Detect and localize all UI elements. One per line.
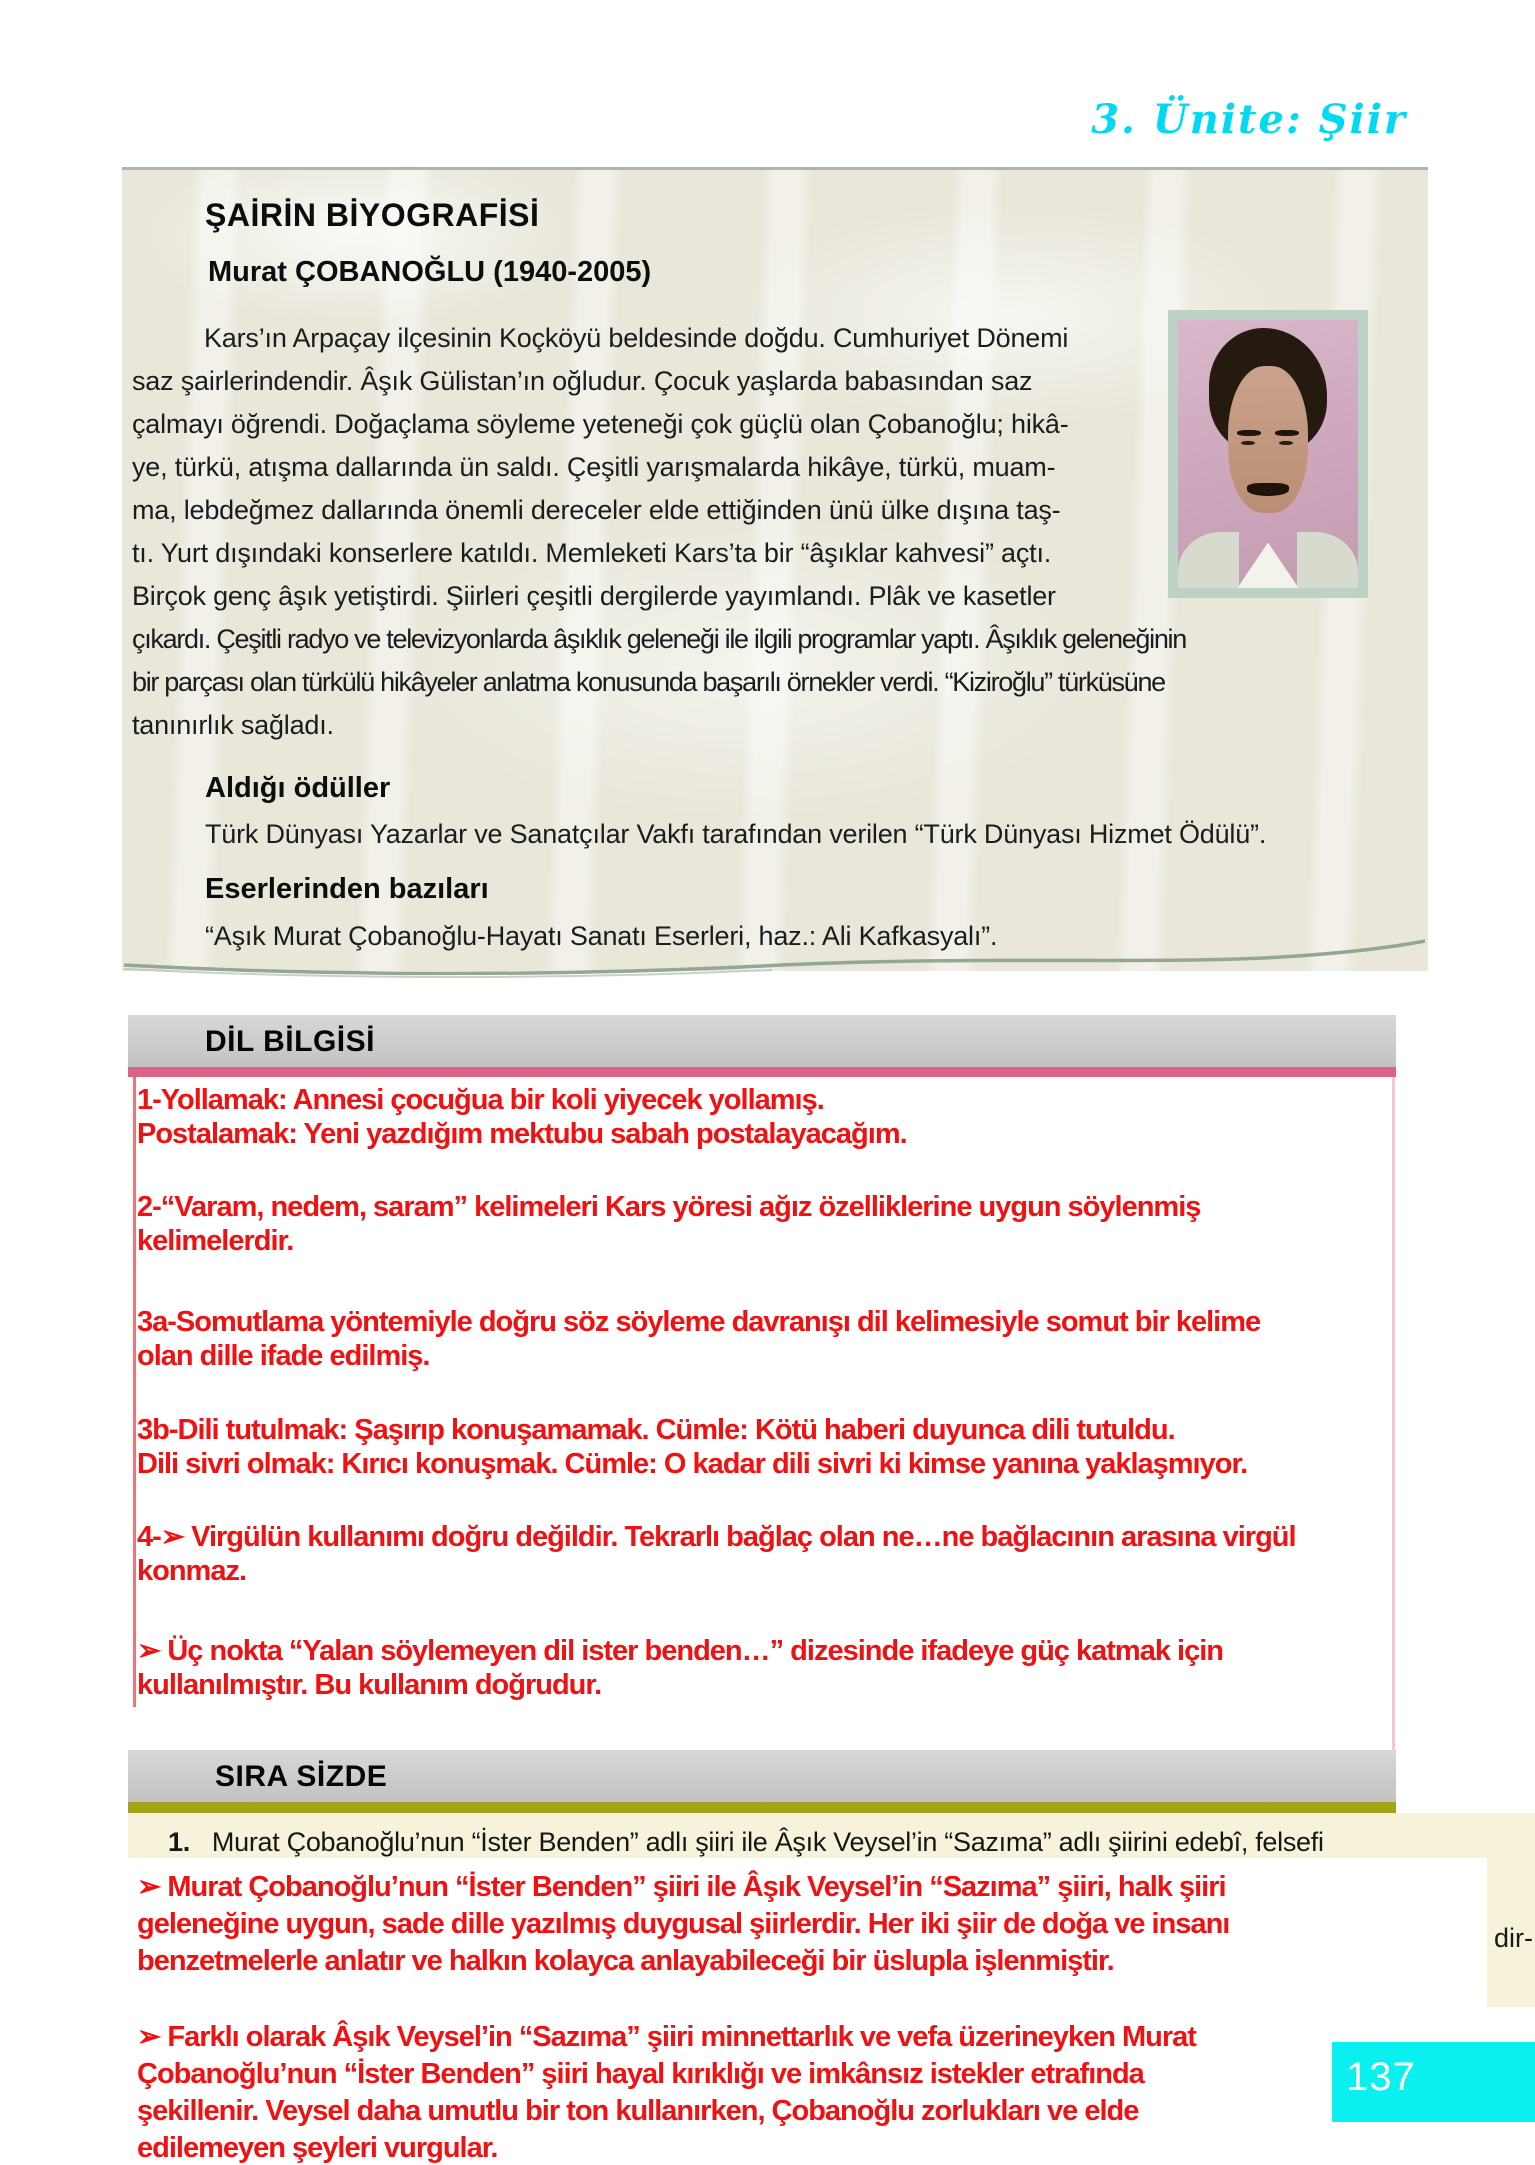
answer-line: 3b-Dili tutulmak: Şaşırıp konuşamamak. Cümle: Kötü haberi duyunca dili tutuldu. — [137, 1414, 1175, 1446]
poet-photo-frame — [1168, 310, 1368, 598]
answer-line: geleneğine uygun, sade dille yazılmış duygusal şiirlerdir. Her iki şiir de doğa ve insanı — [137, 1908, 1230, 1940]
biography-panel — [122, 167, 1428, 971]
sira-sizde-answer-2 — [137, 2019, 1196, 2165]
answer-line: şekillenir. Veysel daha umutlu bir ton kullanırken, Çobanoğlu zorlukları ve elde — [137, 2095, 1139, 2127]
answer-item — [137, 1083, 1417, 1151]
photo-shirt-collar-shape — [1237, 542, 1298, 588]
awards-heading: Aldığı ödüller — [205, 772, 391, 804]
answer-line: olan dille ifade edilmiş. — [137, 1340, 430, 1372]
question-number: 1. — [168, 1827, 190, 1857]
sira-sizde-answer-1 — [137, 1862, 1229, 1980]
answer-line: 3a-Somutlama yöntemiyle doğru söz söyleme davranışı dil kelimesiyle somut bir kelime — [137, 1306, 1261, 1338]
answer-line: Postalamak: Yeni yazdığım mektubu sabah postalayacağım. — [137, 1118, 907, 1150]
answer-line: konmaz. — [137, 1555, 247, 1587]
answer-item — [137, 1305, 1417, 1373]
answer-line: ➢ Murat Çobanoğlu’nun “İster Benden” şiiri ile Âşık Veysel’in “Sazıma” şiiri, halk şiiri — [137, 1871, 1226, 1903]
sira-sizde-title: SIRA SİZDE — [215, 1760, 388, 1793]
bio-line: ma, lebdeğmez dallarında önemli dereceler elde ettiğinden ünü ülke dışına taş- — [132, 495, 1061, 525]
section-title: ŞAİRİN BİYOGRAFİSİ — [205, 197, 540, 233]
answer-line: 2-“Varam, nedem, saram” kelimeleri Kars yöresi ağız özelliklerine uygun söylenmiş — [137, 1191, 1201, 1223]
dil-bilgisi-title: DİL BİLGİSİ — [205, 1025, 375, 1058]
answer-line: edilemeyen şeyleri vurgular. — [137, 2132, 498, 2164]
bio-line: Kars’ın Arpaçay ilçesinin Koçköyü beldesinde doğdu. Cumhuriyet Dönemi — [204, 323, 1069, 353]
bio-line: ye, türkü, atışma dallarında ün saldı. Çeşitli yarışmalarda hikâye, türkü, muam- — [132, 452, 1056, 482]
photo-jacket-shape — [1297, 532, 1358, 588]
answer-item — [137, 1190, 1417, 1258]
unit-header: 3. Ünite: Şiir — [1091, 96, 1407, 143]
poet-photo — [1178, 320, 1358, 588]
answer-line: 1-Yollamak: Annesi çocuğua bir koli yiyecek yollamış. — [137, 1084, 824, 1116]
photo-jacket-shape — [1178, 532, 1239, 588]
answer-line: kullanılmıştır. Bu kullanım doğrudur. — [137, 1669, 602, 1701]
page-number-badge — [1332, 2042, 1535, 2122]
photo-eyebrow-shape — [1237, 430, 1260, 436]
answer-line: ➢ Farklı olarak Âşık Veysel’in “Sazıma” şiiri minnettarlık ve vefa üzerineyken Murat — [137, 2021, 1196, 2053]
olive-underline — [128, 1802, 1396, 1813]
question-text: Murat Çobanoğlu’nun “İster Benden” adlı şiiri ile Âşık Veysel’in “Sazıma” adlı şiirini edebî, felsefi — [211, 1827, 1324, 1857]
dil-bilgisi-answers — [137, 1077, 1417, 1702]
photo-mustache-shape — [1247, 483, 1288, 495]
bio-line: Birçok genç âşık yetiştirdi. Şiirleri çeşitli dergilerde yayımlandı. Plâk ve kasetler — [132, 581, 1056, 611]
answer-line: Çobanoğlu’nun “İster Benden” şiiri hayal kırıklığı ve imkânsız istekler etrafında — [137, 2058, 1144, 2090]
works-text: “Aşık Murat Çobanoğlu-Hayatı Sanatı Eserleri, haz.: Ali Kafkasyalı”. — [205, 921, 998, 951]
red-left-rule — [133, 1077, 136, 1707]
torn-paper-edge — [122, 939, 1428, 979]
awards-text: Türk Dünyası Yazarlar ve Sanatçılar Vakfı tarafından verilen “Türk Dünyası Hizmet Ödülü”. — [205, 819, 1267, 849]
answer-item — [137, 1634, 1417, 1702]
answer-item — [137, 1520, 1417, 1588]
bio-line: bir parçası olan türkülü hikâyeler anlatma konusunda başarılı örnekler verdi. “Kiziroğlu” türküsüne — [132, 667, 1165, 697]
dil-bilgisi-header-bar — [128, 1015, 1396, 1067]
answer-item — [137, 1413, 1417, 1481]
page-number: 137 — [1346, 2055, 1416, 2099]
answer-line: ➢ Üç nokta “Yalan söylemeyen dil ister benden…” dizesinde ifadeye güç katmak için — [137, 1635, 1223, 1667]
bio-line: tı. Yurt dışındaki konserlere katıldı. Memleketi Kars’ta bir “âşıklar kahvesi” açtı. — [132, 538, 1052, 568]
bio-line: çıkardı. Çeşitli radyo ve televizyonlarda âşıklık geleneği ile ilgili programlar yaptı. Âşıklık geleneğinin — [132, 624, 1186, 654]
works-heading: Eserlerinden bazıları — [205, 873, 489, 905]
pink-underline — [128, 1067, 1396, 1077]
bio-line: saz şairlerindendir. Âşık Gülistan’ın oğludur. Çocuk yaşlarda babasından saz — [132, 366, 1033, 396]
covered-text-fragment: dir- — [1494, 1923, 1533, 1953]
bio-line: tanınırlık sağladı. — [132, 710, 334, 740]
question-line — [168, 1827, 1324, 1857]
poet-name-heading: Murat ÇOBANOĞLU (1940-2005) — [208, 256, 652, 288]
photo-eyebrow-shape — [1275, 430, 1298, 436]
sira-sizde-header-bar — [128, 1750, 1396, 1802]
answer-line: benzetmelerle anlatır ve halkın kolayca anlayabileceği bir üslupla işlenmiştir. — [137, 1945, 1114, 1977]
answer-line: 4-➢ Virgülün kullanımı doğru değildir. Tekrarlı bağlaç olan ne…ne bağlacının arasına virgül — [137, 1521, 1296, 1553]
answer-line: kelimelerdir. — [137, 1225, 294, 1257]
answer-line: Dili sivri olmak: Kırıcı konuşmak. Cümle: O kadar dili sivri ki kimse yanına yaklaşmıyor. — [137, 1448, 1248, 1480]
bio-line: çalmayı öğrendi. Doğaçlama söyleme yeteneği çok güçlü olan Çobanoğlu; hikâ- — [132, 409, 1069, 439]
